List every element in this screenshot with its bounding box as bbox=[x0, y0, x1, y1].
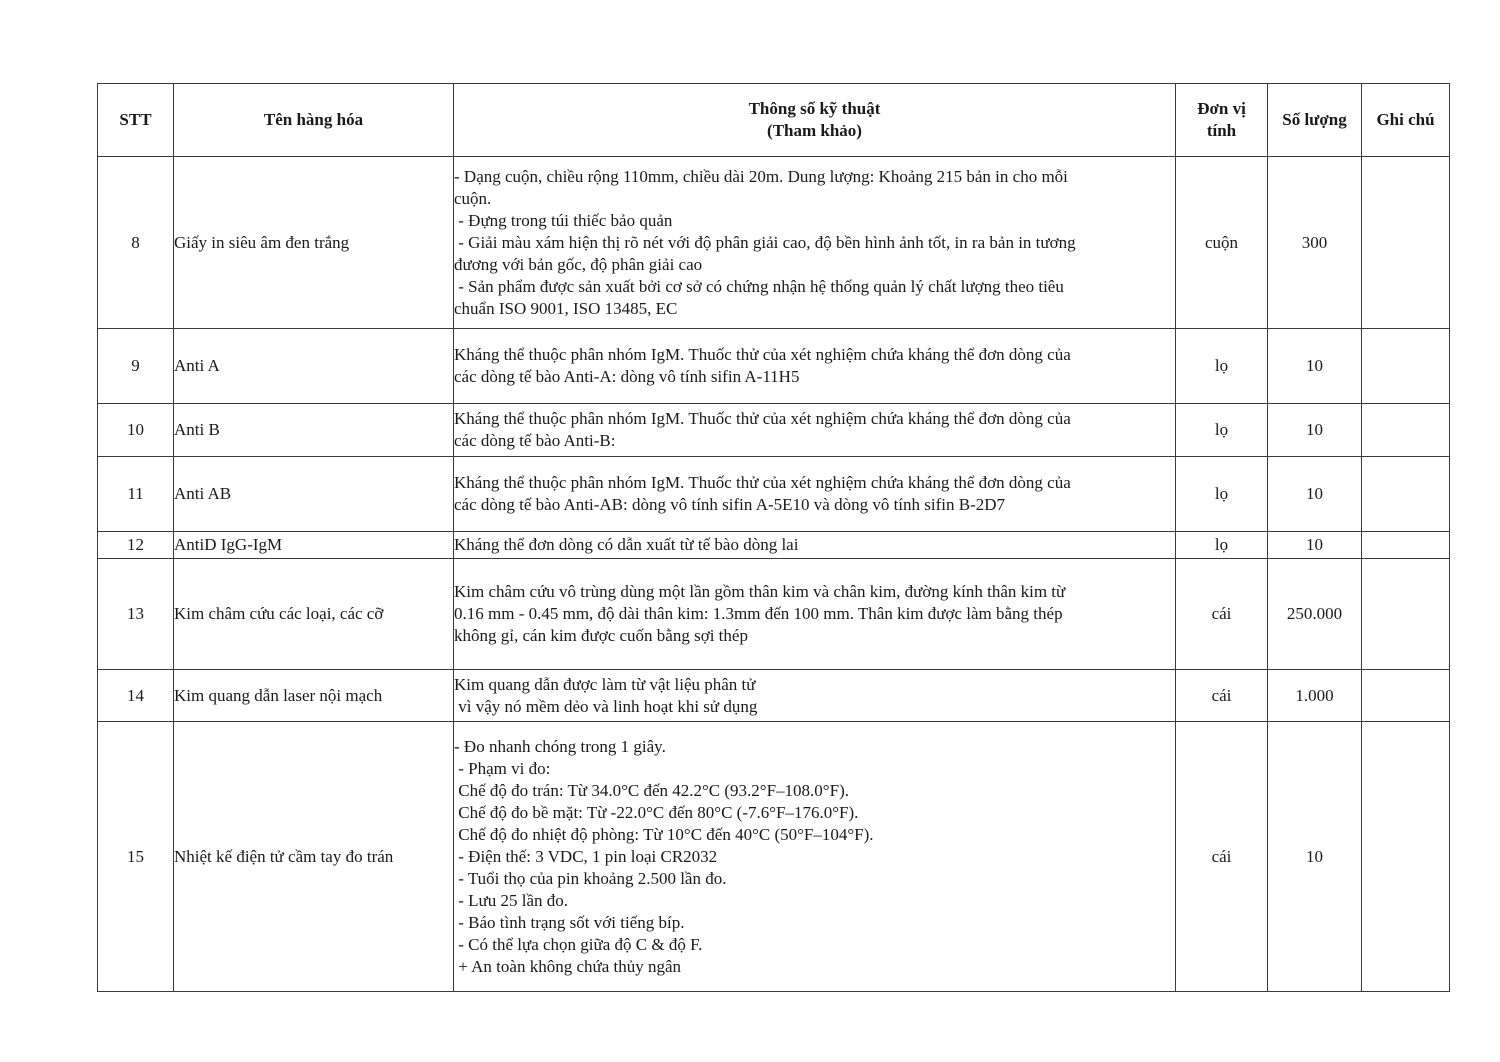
spec-line: Kháng thể thuộc phân nhóm IgM. Thuốc thử của xét nghiệm chứa kháng thể đơn dòng của bbox=[454, 345, 1071, 364]
spec-line: Kháng thể thuộc phân nhóm IgM. Thuốc thử của xét nghiệm chứa kháng thể đơn dòng của bbox=[454, 473, 1071, 492]
cell-stt: 13 bbox=[98, 559, 174, 670]
cell-stt: 12 bbox=[98, 532, 174, 559]
spec-line: - Dạng cuộn, chiều rộng 110mm, chiều dài 20m. Dung lượng: Khoảng 215 bản in cho mỗi bbox=[454, 166, 1068, 186]
spec-line: Chế độ đo nhiệt độ phòng: Từ 10°C đến 40°C (50°F–104°F). bbox=[454, 824, 874, 844]
table-row bbox=[98, 329, 1450, 404]
table-row bbox=[98, 559, 1450, 670]
spec-line: cuộn. bbox=[454, 188, 492, 208]
spec-line: chuẩn ISO 9001, ISO 13485, EC bbox=[454, 298, 678, 318]
spec-line: - Đo nhanh chóng trong 1 giây. bbox=[454, 736, 666, 756]
spec-line: - Có thể lựa chọn giữa độ C & độ F. bbox=[454, 934, 703, 954]
cell-unit: cái bbox=[1176, 722, 1268, 992]
header-row bbox=[98, 84, 1450, 157]
cell-name: Anti AB bbox=[174, 457, 454, 532]
table-row bbox=[98, 722, 1450, 992]
header-name: Tên hàng hóa bbox=[174, 84, 454, 157]
cell-name: Giấy in siêu âm đen trắng bbox=[174, 157, 454, 329]
spec-line: Chế độ đo trán: Từ 34.0°C đến 42.2°C (93.2°F–108.0°F). bbox=[454, 780, 849, 800]
cell-stt: 10 bbox=[98, 404, 174, 457]
spec-line: đương với bản gốc, độ phân giải cao bbox=[454, 254, 703, 274]
cell-name: Kim châm cứu các loại, các cỡ bbox=[174, 559, 454, 670]
spec-line: - Điện thế: 3 VDC, 1 pin loại CR2032 bbox=[454, 846, 718, 866]
cell-spec bbox=[454, 670, 1176, 722]
cell-spec bbox=[454, 457, 1176, 532]
cell-name: Anti B bbox=[174, 404, 454, 457]
table-row bbox=[98, 157, 1450, 329]
spec-line: - Sản phẩm được sản xuất bởi cơ sở có chứng nhận hệ thống quản lý chất lượng theo tiêu bbox=[454, 276, 1064, 296]
cell-spec bbox=[454, 404, 1176, 457]
cell-qty: 10 bbox=[1268, 404, 1362, 457]
cell-qty: 300 bbox=[1268, 157, 1362, 329]
spec-line: - Lưu 25 lần đo. bbox=[454, 890, 569, 910]
cell-unit: cái bbox=[1176, 559, 1268, 670]
cell-note bbox=[1362, 329, 1450, 404]
cell-note bbox=[1362, 457, 1450, 532]
cell-spec bbox=[454, 329, 1176, 404]
spec-line: các dòng tế bào Anti-A: dòng vô tính sifin A-11H5 bbox=[454, 367, 800, 386]
cell-unit: cái bbox=[1176, 670, 1268, 722]
cell-unit: lọ bbox=[1176, 532, 1268, 559]
spec-line: Kim châm cứu vô trùng dùng một lần gồm thân kim và chân kim, đường kính thân kim từ bbox=[454, 582, 1066, 601]
spec-line: + An toàn không chứa thủy ngân bbox=[454, 956, 682, 976]
header-unit bbox=[1176, 84, 1268, 157]
cell-note bbox=[1362, 670, 1450, 722]
cell-stt: 9 bbox=[98, 329, 174, 404]
cell-stt: 8 bbox=[98, 157, 174, 329]
header-spec-line1: Thông số kỹ thuật bbox=[748, 99, 881, 118]
cell-name: AntiD IgG-IgM bbox=[174, 532, 454, 559]
cell-unit: lọ bbox=[1176, 329, 1268, 404]
header-unit-line2: tính bbox=[1206, 121, 1237, 140]
cell-stt: 11 bbox=[98, 457, 174, 532]
header-qty: Số lượng bbox=[1268, 84, 1362, 157]
cell-spec bbox=[454, 722, 1176, 992]
cell-spec bbox=[454, 532, 1176, 559]
spec-line: - Báo tình trạng sốt với tiếng bíp. bbox=[454, 912, 685, 932]
cell-spec bbox=[454, 157, 1176, 329]
spec-line: Kháng thể thuộc phân nhóm IgM. Thuốc thử của xét nghiệm chứa kháng thể đơn dòng của bbox=[454, 409, 1071, 428]
spec-line: Kim quang dẫn được làm từ vật liệu phân tử bbox=[454, 674, 756, 694]
spec-line: - Phạm vi đo: bbox=[454, 758, 551, 778]
cell-qty: 10 bbox=[1268, 722, 1362, 992]
table-row bbox=[98, 457, 1450, 532]
cell-qty: 10 bbox=[1268, 457, 1362, 532]
cell-qty: 1.000 bbox=[1268, 670, 1362, 722]
cell-unit: cuộn bbox=[1176, 157, 1268, 329]
cell-spec bbox=[454, 559, 1176, 670]
cell-unit: lọ bbox=[1176, 404, 1268, 457]
table-row bbox=[98, 532, 1450, 559]
table-row bbox=[98, 404, 1450, 457]
table-header bbox=[98, 84, 1450, 157]
cell-qty: 10 bbox=[1268, 532, 1362, 559]
header-spec bbox=[454, 84, 1176, 157]
cell-name: Anti A bbox=[174, 329, 454, 404]
table-body bbox=[98, 157, 1450, 992]
table-row bbox=[98, 670, 1450, 722]
header-stt: STT bbox=[98, 84, 174, 157]
cell-note bbox=[1362, 722, 1450, 992]
spec-line: các dòng tế bào Anti-AB: dòng vô tính sifin A-5E10 và dòng vô tính sifin B-2D7 bbox=[454, 495, 1006, 514]
goods-table bbox=[97, 83, 1450, 992]
cell-name: Nhiệt kế điện tử cầm tay đo trán bbox=[174, 722, 454, 992]
spec-line: - Tuổi thọ của pin khoảng 2.500 lần đo. bbox=[454, 868, 727, 888]
cell-qty: 10 bbox=[1268, 329, 1362, 404]
cell-note bbox=[1362, 532, 1450, 559]
cell-unit: lọ bbox=[1176, 457, 1268, 532]
spec-line: không gỉ, cán kim được cuốn bằng sợi thép bbox=[454, 626, 748, 645]
spec-line: - Đựng trong túi thiếc bảo quản bbox=[454, 210, 673, 230]
header-spec-line2: (Tham khảo) bbox=[767, 121, 862, 140]
cell-stt: 15 bbox=[98, 722, 174, 992]
spec-line: Chế độ đo bề mặt: Từ -22.0°C đến 80°C (-7.6°F–176.0°F). bbox=[454, 802, 859, 822]
spec-line: Kháng thể đơn dòng có dẫn xuất từ tế bào dòng lai bbox=[454, 535, 799, 554]
header-unit-line1: Đơn vị bbox=[1197, 99, 1246, 118]
cell-note bbox=[1362, 559, 1450, 670]
spec-line: các dòng tế bào Anti-B: bbox=[454, 431, 616, 450]
cell-name: Kim quang dẫn laser nội mạch bbox=[174, 670, 454, 722]
cell-stt: 14 bbox=[98, 670, 174, 722]
spec-line: 0.16 mm - 0.45 mm, độ dài thân kim: 1.3mm đến 100 mm. Thân kim được làm bằng thép bbox=[454, 604, 1063, 623]
spec-line: - Giải màu xám hiện thị rõ nét với độ phân giải cao, độ bền hình ảnh tốt, in ra bản in tương bbox=[454, 232, 1076, 252]
cell-note bbox=[1362, 404, 1450, 457]
spec-line: vì vậy nó mềm dẻo và linh hoạt khi sử dụng bbox=[454, 696, 758, 716]
header-note: Ghi chú bbox=[1362, 84, 1450, 157]
cell-note bbox=[1362, 157, 1450, 329]
cell-qty: 250.000 bbox=[1268, 559, 1362, 670]
